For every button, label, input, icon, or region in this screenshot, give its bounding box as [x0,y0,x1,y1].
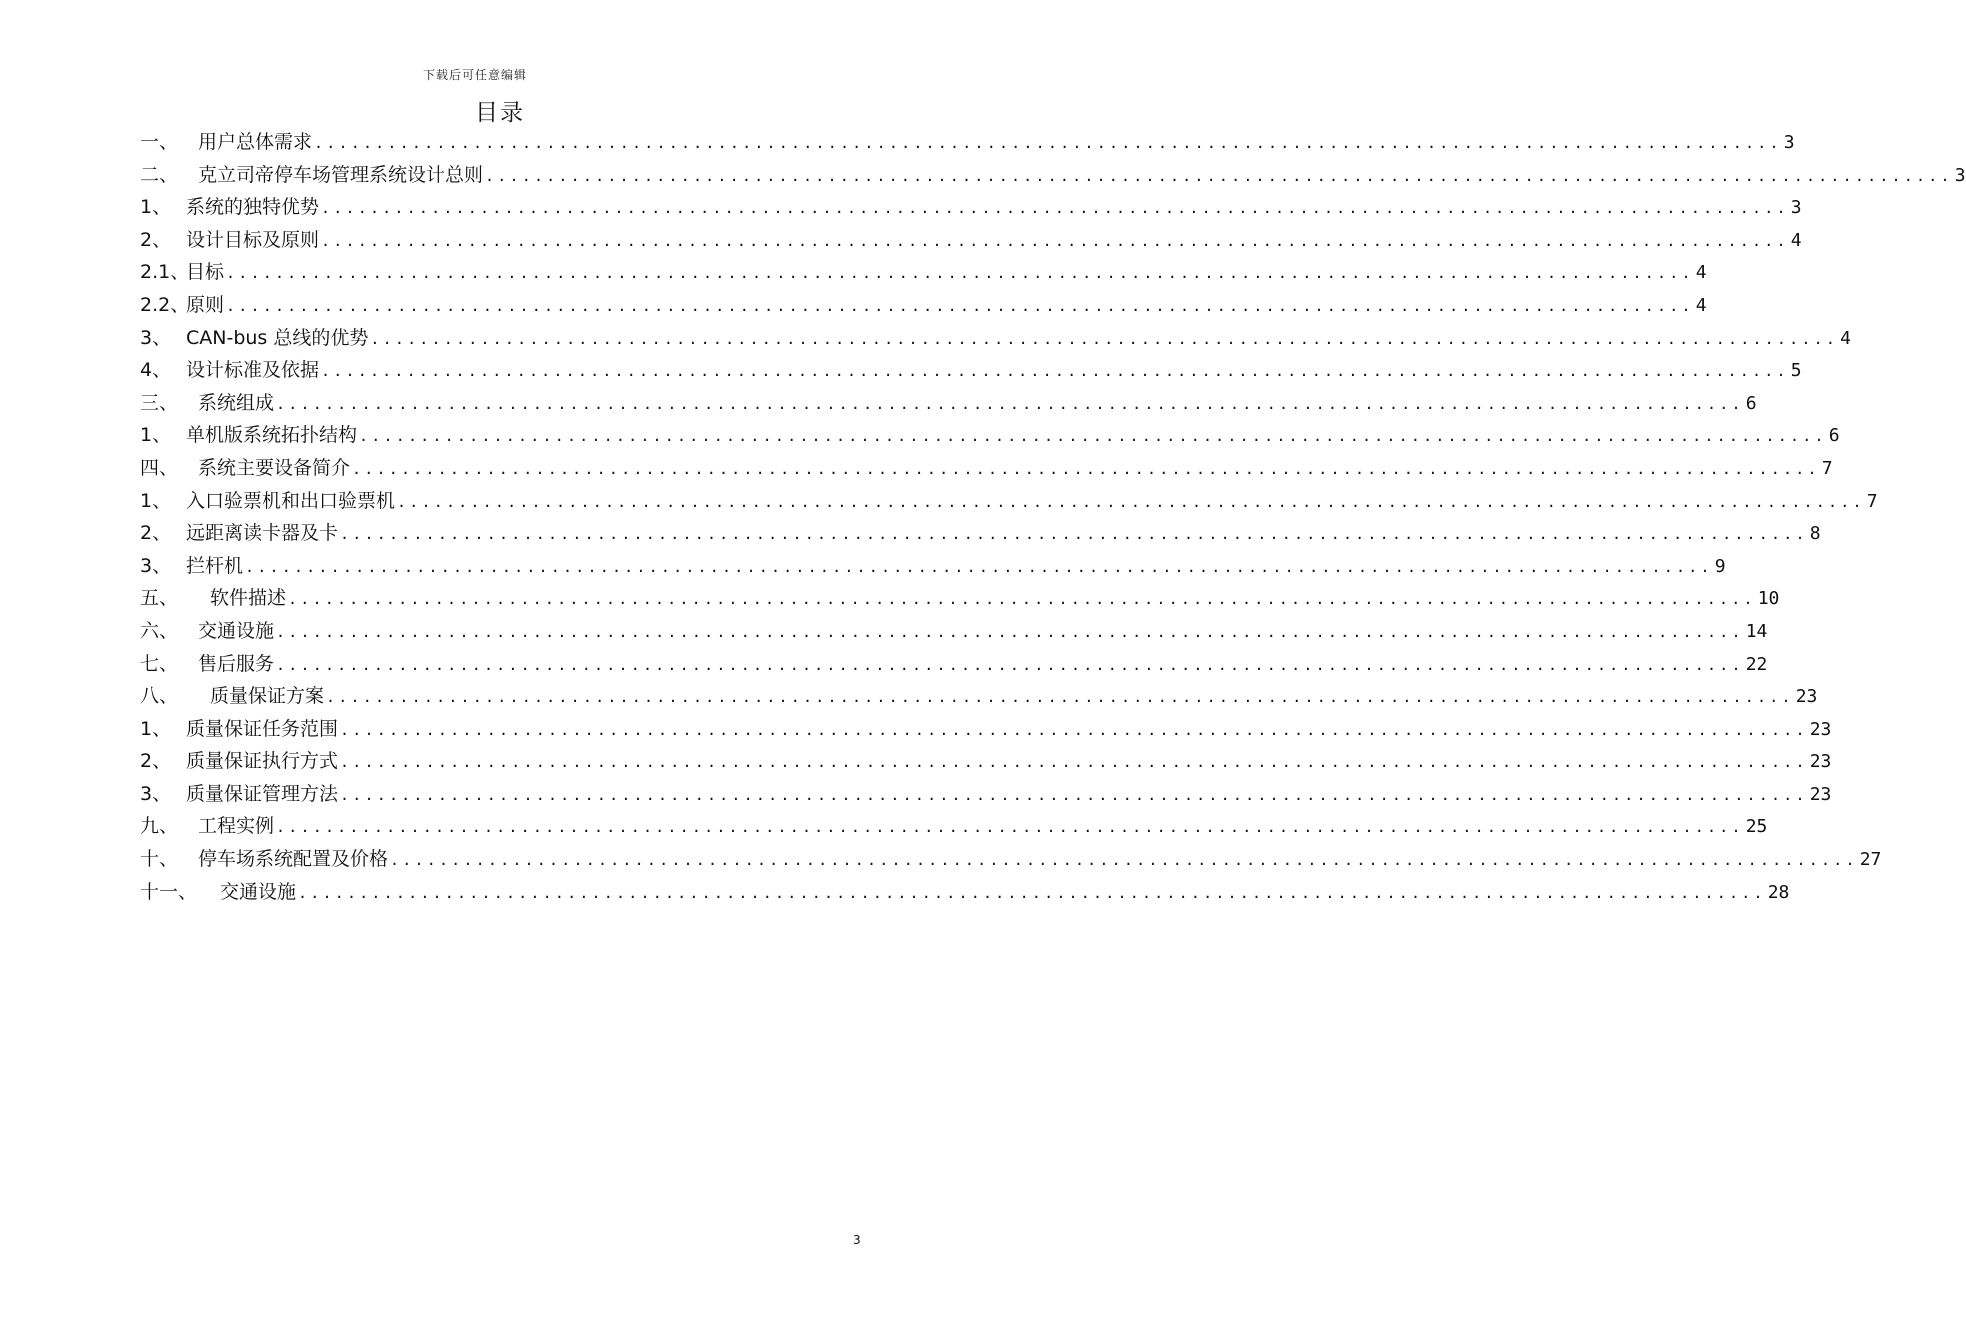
toc-entry[interactable] [140,615,1768,648]
table-of-contents [140,126,1966,908]
toc-entry-number: 3、 [140,554,172,577]
toc-entry-text: 单机版系统拓扑结构 [186,424,358,447]
toc-entry-page: 3 [1790,197,1802,219]
toc-entry-text: 质量保证方案 [210,685,325,708]
toc-entry-text: 软件描述 [210,587,287,610]
toc-entry[interactable] [140,876,1790,909]
toc-entry-text: 停车场系统配置及价格 [198,848,389,871]
toc-leader-dots: ........................................................................................................................ [314,134,1782,152]
toc-entry[interactable] [140,452,1833,485]
toc-leader-dots: ........................................................................................................................ [276,818,1744,837]
toc-entry-page: 4 [1840,327,1851,349]
toc-entry-text: 质量保证任务范围 [186,717,339,740]
toc-title: 目录 [475,100,525,126]
toc-entry-page: 4 [1790,229,1802,251]
toc-entry[interactable] [140,485,1878,518]
toc-entry-page: 4 [1695,294,1707,316]
toc-entry[interactable] [140,159,1966,192]
toc-entry[interactable] [140,550,1726,583]
toc-leader-dots: ........................................................................................................................ [276,394,1744,413]
toc-entry[interactable] [140,713,1832,746]
toc-leader-dots: ........................................................................................................................ [276,655,1744,674]
toc-leader-dots: ........................................................................................................................ [226,296,1694,315]
toc-entry-page: 27 [1859,849,1882,871]
toc-leader-dots: ........................................................................................................................ [226,264,1694,283]
toc-leader-dots: ........................................................................................................................ [321,362,1789,381]
toc-entry[interactable] [140,322,1851,355]
toc-entry-number: 二、 [140,163,179,186]
toc-entry-number: 四、 [140,456,179,479]
toc-entry-number: 2、 [140,522,172,545]
toc-entry[interactable] [140,256,1707,289]
toc-entry-page: 3 [1954,164,1966,186]
toc-entry[interactable] [140,419,1840,452]
toc-entry-number: 三、 [140,391,179,414]
toc-leader-dots: ........................................................................................................................ [326,688,1794,707]
toc-entry[interactable] [140,843,1882,876]
toc-entry-page: 23 [1809,783,1832,805]
toc-entry-page: 6 [1828,425,1840,447]
toc-leader-dots: ........................................................................................................................ [340,753,1808,772]
toc-entry[interactable] [140,778,1832,811]
toc-entry-number: 1、 [140,717,172,740]
toc-leader-dots: ........................................................................................................................ [321,231,1789,250]
toc-leader-dots: ........................................................................................................................ [298,883,1766,902]
toc-entry-number: 八、 [140,685,179,708]
toc-entry-number: 六、 [140,619,179,642]
toc-leader-dots: ........................................................................................................................ [340,525,1808,544]
toc-entry-text: 交通设施 [220,880,297,903]
toc-leader-dots: ........................................................................................................................ [340,720,1808,739]
toc-entry[interactable] [140,126,1795,159]
toc-leader-dots: ........................................................................................................................ [359,427,1827,446]
toc-entry[interactable] [140,648,1768,681]
toc-entry-page: 28 [1767,881,1790,903]
toc-entry-number: 七、 [140,652,179,675]
toc-entry-page: 10 [1757,588,1780,610]
toc-entry-page: 23 [1795,686,1818,708]
toc-entry-text: 克立司帝停车场管理系统设计总则 [198,163,484,186]
toc-entry-text: 系统组成 [198,391,275,414]
toc-entry-number: 2、 [140,750,172,773]
toc-entry-page: 4 [1695,262,1707,284]
toc-entry-text: 工程实例 [198,815,275,838]
toc-leader-dots: ........................................................................................................................ [352,459,1820,478]
toc-entry-number: 4、 [140,359,172,382]
toc-entry-text: 设计目标及原则 [186,228,320,251]
toc-entry-number: 1、 [140,424,172,447]
toc-entry-page: 9 [1714,555,1726,577]
toc-entry-text: 交通设施 [198,619,275,642]
toc-entry-number: 十、 [140,848,179,871]
toc-entry-page: 5 [1790,360,1802,382]
toc-entry-text: 质量保证管理方法 [186,782,339,805]
toc-entry[interactable] [140,745,1832,778]
toc-entry-text: 售后服务 [198,652,275,675]
toc-leader-dots: ........................................................................................................................ [340,785,1808,804]
page-number: 3 [853,1233,861,1247]
toc-entry-number: 2.2、 [140,293,190,316]
toc-entry[interactable] [140,191,1802,224]
toc-leader-dots: ........................................................................................................................ [397,492,1865,511]
toc-entry-text: 系统主要设备简介 [198,456,351,479]
toc-entry-text: 远距离读卡器及卡 [186,522,339,545]
toc-entry-text: 设计标准及依据 [186,359,320,382]
toc-entry-text: 用户总体需求 [198,131,313,153]
header-note: 下载后可任意编辑 [422,68,527,82]
toc-entry-number: 九、 [140,815,179,838]
toc-leader-dots: ........................................................................................................................ [245,557,1713,576]
toc-entry[interactable] [140,680,1818,713]
toc-leader-dots: ........................................................................................................................ [390,851,1858,870]
toc-entry-text: 原则 [186,293,225,316]
toc-entry-text: 入口验票机和出口验票机 [186,489,396,512]
toc-entry-number: 一、 [140,131,179,153]
toc-entry-number: 1、 [140,489,172,512]
toc-entry-page: 14 [1745,620,1768,642]
toc-entry-number: 五、 [140,587,179,610]
toc-entry[interactable] [140,224,1802,257]
toc-entry-number: 3、 [140,782,172,805]
toc-entry-page: 8 [1809,523,1821,545]
toc-leader-dots: ........................................................................................................................ [321,199,1789,218]
toc-entry-number: 1、 [140,196,172,219]
toc-leader-dots: ........................................................................................................................ [276,622,1744,641]
toc-entry-text: 目标 [186,261,225,284]
toc-entry-page: 23 [1809,718,1832,740]
toc-leader-dots: ........................................................................................................................ [485,166,1953,185]
toc-entry[interactable] [140,517,1821,550]
toc-leader-dots: ........................................................................................................................ [370,329,1839,348]
toc-leader-dots: ........................................................................................................................ [288,590,1756,609]
toc-entry-page: 3 [1783,132,1795,153]
toc-entry-text: CAN-bus 总线的优势 [186,326,369,349]
toc-entry-page: 25 [1745,816,1768,838]
toc-entry-number: 3、 [140,326,172,349]
toc-entry-page: 22 [1745,653,1768,675]
toc-entry-number: 2、 [140,228,172,251]
toc-entry-page: 23 [1809,751,1832,773]
toc-entry-text: 拦杆机 [186,554,244,577]
toc-entry-page: 7 [1866,490,1878,512]
toc-entry-page: 7 [1821,457,1833,479]
toc-entry[interactable] [140,582,1780,615]
toc-entry[interactable] [140,354,1802,387]
toc-entry-page: 6 [1745,392,1757,414]
toc-entry[interactable] [140,387,1757,420]
toc-entry-text: 质量保证执行方式 [186,750,339,773]
toc-entry-text: 系统的独特优势 [186,196,320,219]
toc-entry[interactable] [140,810,1768,843]
toc-entry-number: 2.1、 [140,261,190,284]
toc-entry[interactable] [140,289,1707,322]
toc-entry-number: 十一、 [140,880,198,903]
